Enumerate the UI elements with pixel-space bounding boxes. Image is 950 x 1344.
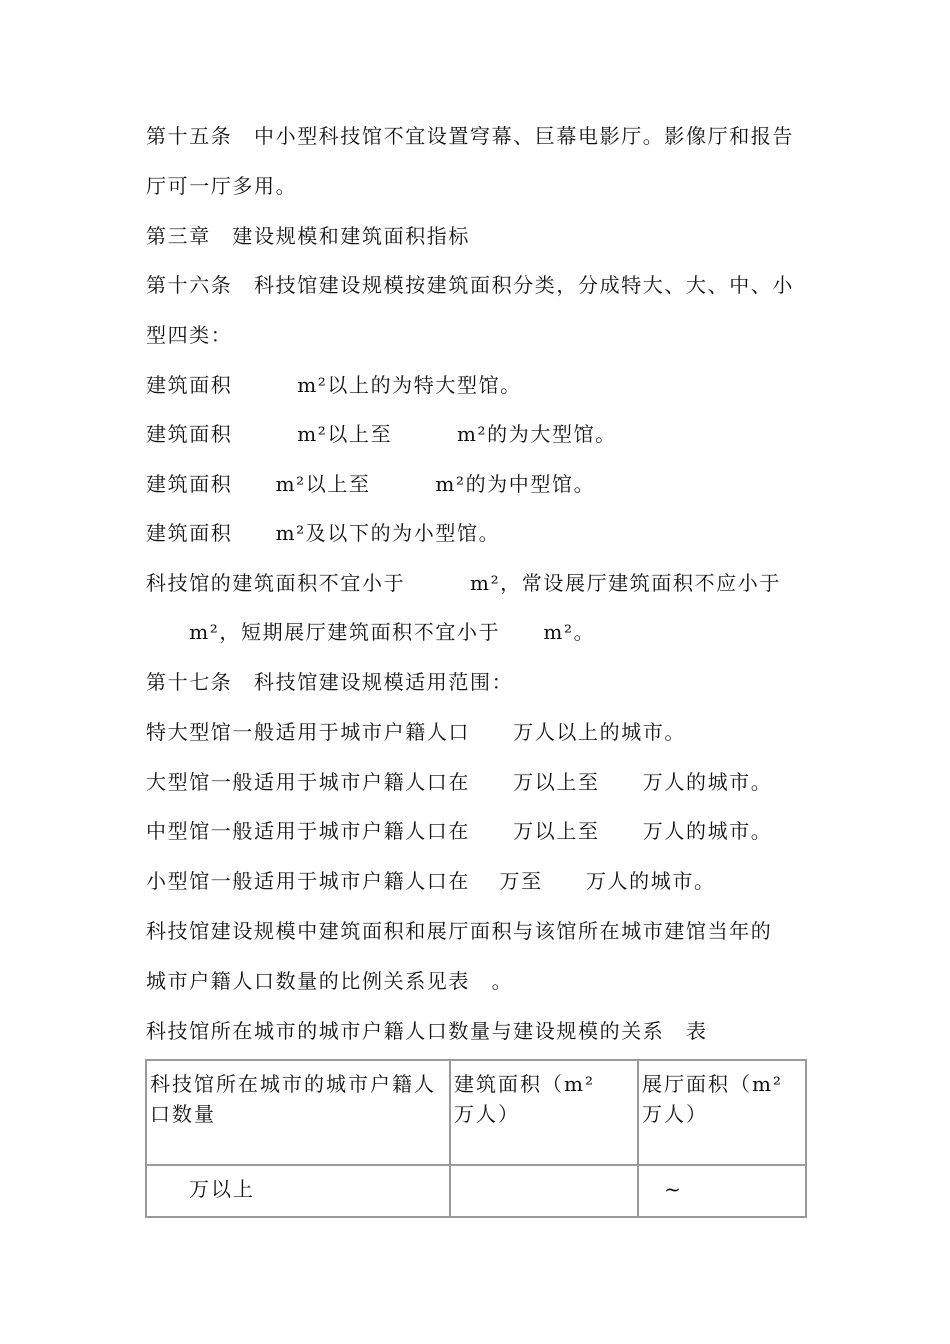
extra-large-scope-rule: 特大型馆一般适用于城市户籍人口 万人以上的城市。: [146, 720, 686, 744]
small-scope-rule: 小型馆一般适用于城市户籍人口在 万至 万人的城市。: [146, 869, 716, 893]
table-header-population: 科技馆所在城市的城市户籍人口数量: [150, 1072, 436, 1126]
article-16-line-1: 第十六条 科技馆建设规模按建筑面积分类，分成特大、大、中、小: [146, 273, 794, 297]
article-16-line-2: 型四类：: [146, 323, 233, 347]
article-17-heading: 第十七条 科技馆建设规模适用范围：: [146, 670, 514, 694]
table-cell-population: 万以上: [167, 1177, 255, 1201]
minimum-area-line-1: 科技馆的建筑面积不宜小于 m²，常设展厅建筑面积不应小于: [146, 571, 781, 595]
table-header-building-area: 建筑面积（m² 万人）: [454, 1072, 617, 1126]
table-header-exhibition-area: 展厅面积（m² 万人）: [642, 1072, 805, 1126]
ratio-note-line-2: 城市户籍人口数量的比例关系见表 。: [146, 969, 514, 993]
extra-large-area-rule: 建筑面积 m²以上的为特大型馆。: [146, 373, 522, 397]
article-15-line-1: 第十五条 中小型科技馆不宜设置穹幕、巨幕电影厅。影像厅和报告: [146, 124, 794, 148]
table-cell-exhibition-area: ~: [642, 1177, 683, 1201]
medium-area-rule: 建筑面积 m²以上至 m²的为中型馆。: [146, 472, 596, 496]
minimum-area-line-2: m²，短期展厅建筑面积不宜小于 m²。: [146, 620, 596, 644]
population-scale-table: [145, 1059, 807, 1218]
table-cell-building-area: [451, 1166, 637, 1216]
medium-scope-rule: 中型馆一般适用于城市户籍人口在 万以上至 万人的城市。: [146, 819, 773, 843]
table-caption: 科技馆所在城市的城市户籍人口数量与建设规模的关系 表: [146, 1019, 708, 1043]
article-15-line-2: 厅可一厅多用。: [146, 174, 298, 198]
ratio-note-line-1: 科技馆建设规模中建筑面积和展厅面积与该馆所在城市建馆当年的: [146, 919, 773, 943]
large-area-rule: 建筑面积 m²以上至 m²的为大型馆。: [146, 422, 617, 446]
small-area-rule: 建筑面积 m²及以下的为小型馆。: [146, 521, 501, 545]
chapter-3-heading: 第三章 建设规模和建筑面积指标: [146, 224, 470, 248]
large-scope-rule: 大型馆一般适用于城市户籍人口在 万以上至 万人的城市。: [146, 770, 773, 794]
